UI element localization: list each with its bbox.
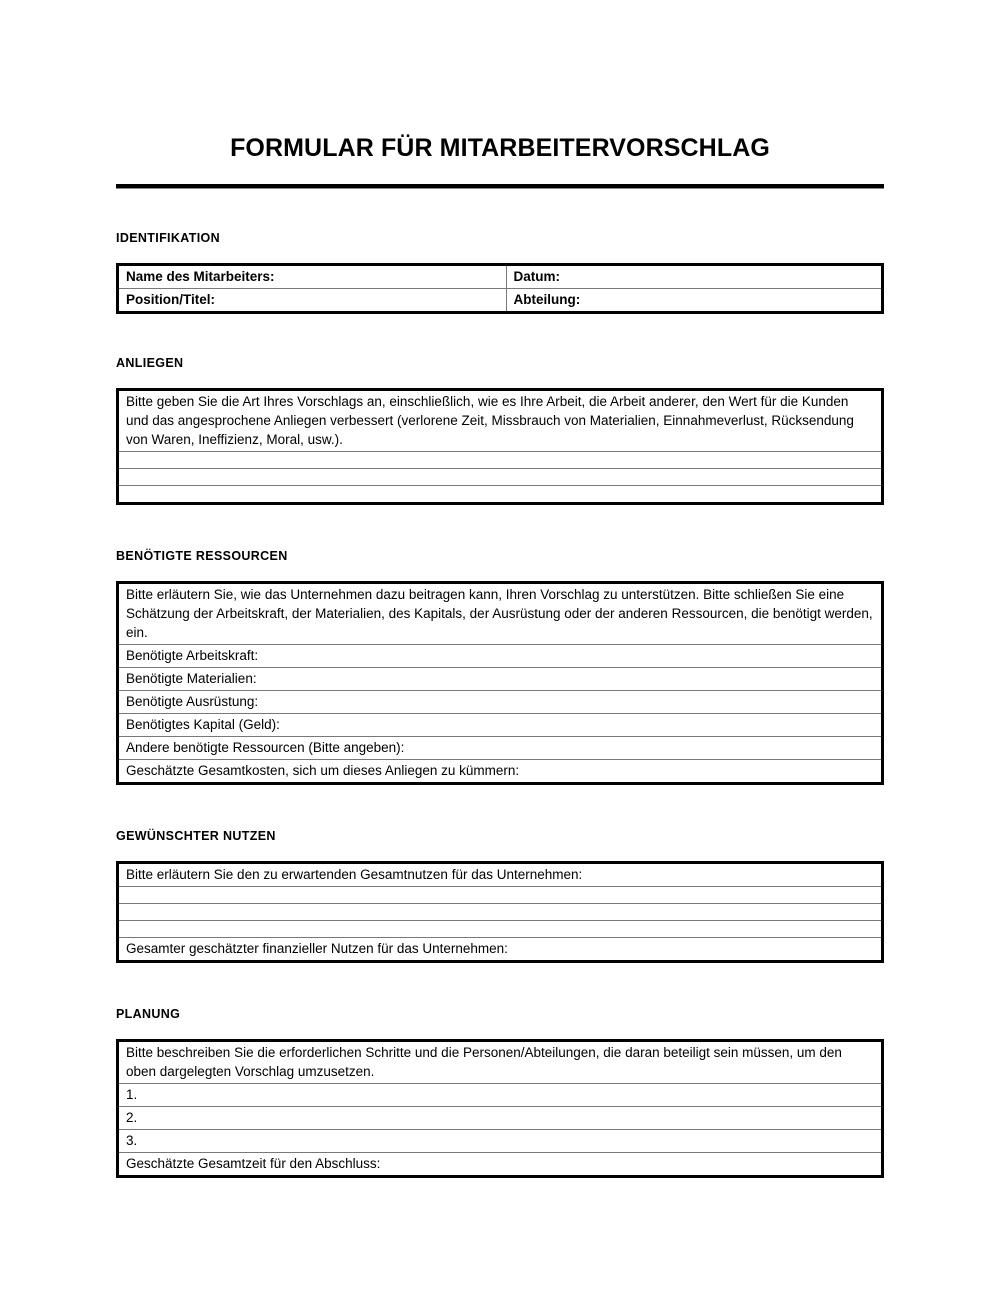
planning-step-3[interactable]: 3. <box>118 1129 883 1152</box>
planning-table <box>116 1039 884 1178</box>
issue-table-wrapper <box>116 388 884 505</box>
issue-entry-line-3[interactable] <box>118 485 883 503</box>
table-row <box>118 862 883 886</box>
table-row <box>118 582 883 644</box>
table-row <box>118 468 883 485</box>
planning-table-wrapper <box>116 1039 884 1178</box>
section-heading-issue: ANLIEGEN <box>116 355 184 370</box>
field-label-estimated-total-cost[interactable]: Geschätzte Gesamtkosten, sich um dieses Anliegen zu kümmern: <box>118 759 883 783</box>
page-title: FORMULAR FÜR MITARBEITERVORSCHLAG <box>230 134 770 162</box>
table-row <box>118 1083 883 1106</box>
table-row <box>118 903 883 920</box>
table-row <box>118 759 883 783</box>
field-label-labor-needed[interactable]: Benötigte Arbeitskraft: <box>118 644 883 667</box>
field-label-equipment-needed[interactable]: Benötigte Ausrüstung: <box>118 690 883 713</box>
table-row <box>118 389 883 451</box>
table-row <box>118 264 883 288</box>
table-row <box>118 937 883 961</box>
table-row <box>118 1129 883 1152</box>
planning-step-2[interactable]: 2. <box>118 1106 883 1129</box>
section-heading-identification: IDENTIFIKATION <box>116 230 220 245</box>
resources-table <box>116 581 884 785</box>
table-row <box>118 485 883 503</box>
field-label-department[interactable]: Abteilung: <box>506 288 882 312</box>
issue-entry-line-1[interactable] <box>118 451 883 468</box>
identification-table-wrapper <box>116 263 884 314</box>
section-heading-planning: PLANUNG <box>116 1006 181 1021</box>
field-label-estimated-total-time[interactable]: Geschätzte Gesamtzeit für den Abschluss: <box>118 1152 883 1176</box>
table-row <box>118 713 883 736</box>
table-row <box>118 288 883 312</box>
table-row <box>118 1106 883 1129</box>
issue-entry-line-2[interactable] <box>118 468 883 485</box>
field-label-employee-name[interactable]: Name des Mitarbeiters: <box>118 264 507 288</box>
section-heading-benefit: GEWÜNSCHTER NUTZEN <box>116 828 276 843</box>
benefit-table-wrapper <box>116 861 884 963</box>
benefit-entry-line-1[interactable] <box>118 886 883 903</box>
instruction-resources: Bitte erläutern Sie, wie das Unternehmen dazu beitragen kann, Ihren Vorschlag zu unterstützen. Bitte schließen Sie eine Schätzung der Arbeitskraft, der Materialien, des Kapitals, der Ausrüstung oder der anderen Ressourcen, die benötigt werden, ein. <box>118 582 883 644</box>
benefit-table <box>116 861 884 963</box>
field-label-total-financial-benefit[interactable]: Gesamter geschätzter finanzieller Nutzen für das Unternehmen: <box>118 937 883 961</box>
table-row <box>118 736 883 759</box>
field-label-materials-needed[interactable]: Benötigte Materialien: <box>118 667 883 690</box>
benefit-entry-line-2[interactable] <box>118 903 883 920</box>
field-label-other-resources[interactable]: Andere benötigte Ressourcen (Bitte angeben): <box>118 736 883 759</box>
table-row <box>118 667 883 690</box>
field-label-date[interactable]: Datum: <box>506 264 882 288</box>
resources-table-wrapper <box>116 581 884 785</box>
table-row <box>118 451 883 468</box>
issue-table <box>116 388 884 505</box>
instruction-benefit: Bitte erläutern Sie den zu erwartenden Gesamtnutzen für das Unternehmen: <box>118 862 883 886</box>
table-row <box>118 1040 883 1083</box>
table-row <box>118 690 883 713</box>
benefit-entry-line-3[interactable] <box>118 920 883 937</box>
table-row <box>118 1152 883 1176</box>
table-row <box>118 644 883 667</box>
section-heading-resources: BENÖTIGTE RESSOURCEN <box>116 548 288 563</box>
field-label-position-title[interactable]: Position/Titel: <box>118 288 507 312</box>
identification-table <box>116 263 884 314</box>
instruction-planning: Bitte beschreiben Sie die erforderlichen Schritte und die Personen/Abteilungen, die daran beteiligt sein müssen, um den oben dargelegten Vorschlag umzusetzen. <box>118 1040 883 1083</box>
title-divider <box>116 184 884 189</box>
table-row <box>118 886 883 903</box>
field-label-capital-needed[interactable]: Benötigtes Kapital (Geld): <box>118 713 883 736</box>
planning-step-1[interactable]: 1. <box>118 1083 883 1106</box>
instruction-issue: Bitte geben Sie die Art Ihres Vorschlags an, einschließlich, wie es Ihre Arbeit, die Arbeit anderer, den Wert für die Kunden und das angesprochene Anliegen verbessert (verlorene Zeit, Missbrauch von Materialien, Einnahmeverlust, Rücksendung von Waren, Ineffizienz, Moral, usw.). <box>118 389 883 451</box>
table-row <box>118 920 883 937</box>
